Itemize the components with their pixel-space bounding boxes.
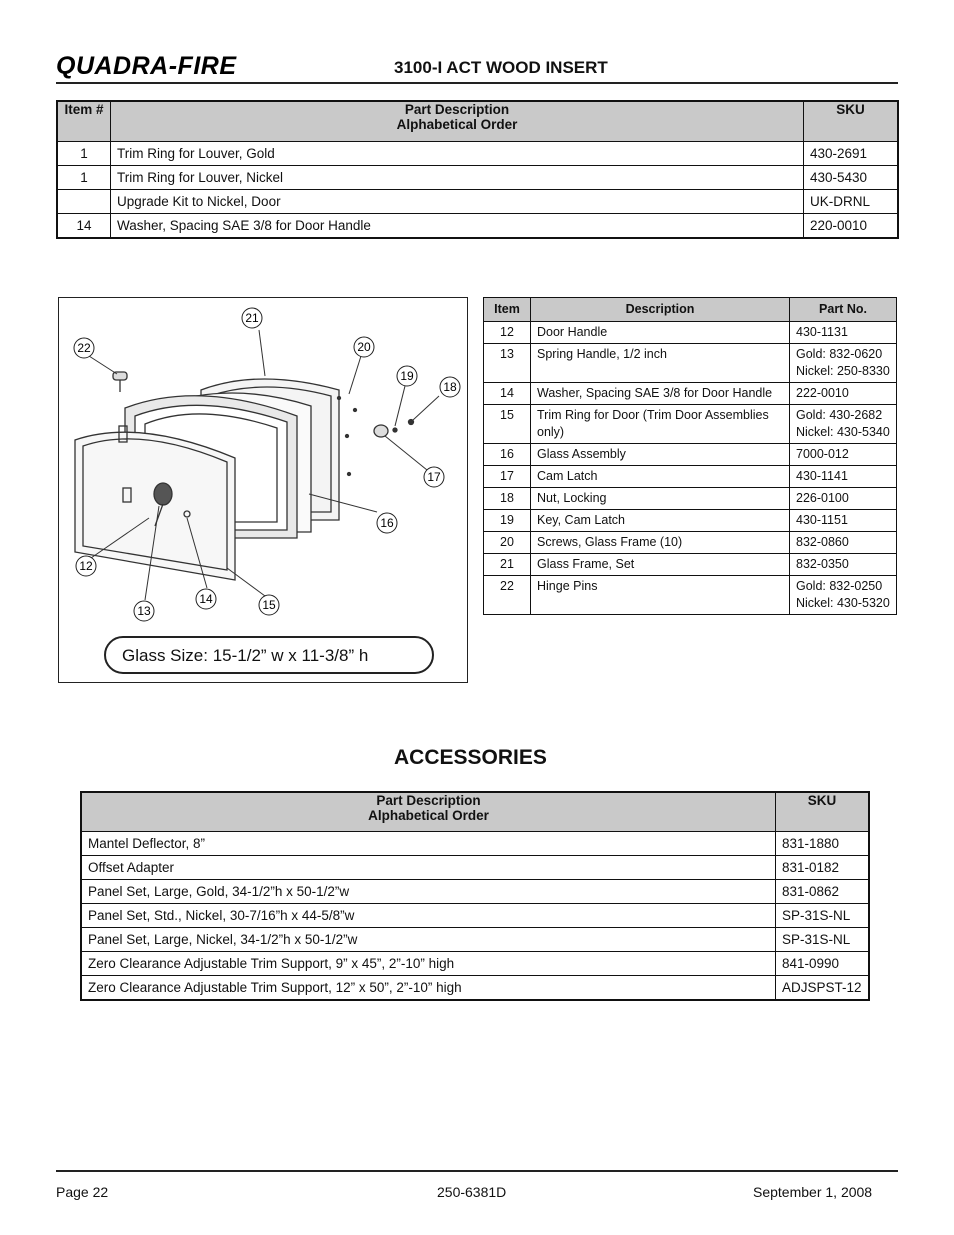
door-assembly-illustration: [59, 298, 466, 681]
parts-table-door: [483, 297, 897, 615]
row-item: 22: [484, 576, 531, 615]
row-description: Trim Ring for Louver, Nickel: [111, 166, 804, 190]
table-row: [484, 444, 897, 466]
header-sku: SKU: [776, 792, 870, 832]
row-item: 16: [484, 444, 531, 466]
row-item: 21: [484, 554, 531, 576]
table-row: [57, 190, 898, 214]
part-no-line: 832-0350: [796, 557, 849, 571]
header-divider: [56, 82, 898, 84]
row-sku: 841-0990: [776, 952, 870, 976]
row-description: Key, Cam Latch: [531, 510, 790, 532]
header-description: [81, 792, 776, 832]
header-description-line1: Part Description: [404, 102, 510, 117]
table-row: [484, 488, 897, 510]
callout-18-label: 18: [443, 380, 457, 394]
row-description: Offset Adapter: [81, 856, 776, 880]
row-item: 17: [484, 466, 531, 488]
row-description: Nut, Locking: [531, 488, 790, 510]
row-part-no: [790, 576, 897, 615]
row-sku: 220-0010: [804, 214, 899, 239]
glass-size-label: Glass Size: 15-1/2” w x 11-3/8” h: [104, 636, 434, 674]
exploded-door-diagram: [58, 297, 468, 683]
table-row: [484, 344, 897, 383]
callout-16-label: 16: [380, 516, 394, 530]
row-description: Cam Latch: [531, 466, 790, 488]
callout-17: [424, 467, 444, 487]
row-sku: SP-31S-NL: [776, 904, 870, 928]
table-row: [484, 576, 897, 615]
header-description-line2: Alphabetical Order: [396, 117, 518, 132]
table-row: [57, 166, 898, 190]
header-item-label: Item #: [64, 102, 104, 117]
table-row: [57, 142, 898, 166]
table-row: [81, 880, 869, 904]
table-row: [81, 952, 869, 976]
publication-date: September 1, 2008: [753, 1184, 873, 1200]
row-part-no: [790, 405, 897, 444]
row-description: Upgrade Kit to Nickel, Door: [111, 190, 804, 214]
header-description-line2: Alphabetical Order: [368, 808, 489, 823]
row-description: Door Handle: [531, 322, 790, 344]
table-row: [484, 466, 897, 488]
table-row: [81, 976, 869, 1001]
part-no-line: 7000-012: [796, 447, 849, 461]
row-item: 12: [484, 322, 531, 344]
row-description: Panel Set, Large, Gold, 34-1/2”h x 50-1/2”w: [81, 880, 776, 904]
callout-20-label: 20: [357, 340, 371, 354]
row-sku: SP-31S-NL: [776, 928, 870, 952]
row-sku: UK-DRNL: [804, 190, 899, 214]
callout-13: [134, 601, 154, 621]
table-row: [81, 856, 869, 880]
table-header-row: [81, 792, 869, 832]
header-part-no: Part No.: [790, 298, 897, 322]
part-no-line: 430-1141: [796, 469, 848, 483]
header-item: [57, 101, 111, 142]
row-sku: 430-2691: [804, 142, 899, 166]
callout-13-label: 13: [137, 604, 151, 618]
row-description: Hinge Pins: [531, 576, 790, 615]
part-no-line: Gold: 832-0250: [796, 579, 883, 593]
callout-21-label: 21: [245, 311, 259, 325]
row-part-no: [790, 466, 897, 488]
row-item: 13: [484, 344, 531, 383]
part-no-line: Nickel: 430-5340: [796, 425, 890, 439]
row-description: Panel Set, Large, Nickel, 34-1/2”h x 50-1/2”w: [81, 928, 776, 952]
row-description: Screws, Glass Frame (10): [531, 532, 790, 554]
table-row: [484, 322, 897, 344]
callout-15: [259, 595, 279, 615]
header-sku: SKU: [804, 101, 899, 142]
header-item: Item: [484, 298, 531, 322]
table-row: [81, 832, 869, 856]
part-no-line: 430-1151: [796, 513, 848, 527]
table-row: [81, 904, 869, 928]
row-description: Mantel Deflector, 8”: [81, 832, 776, 856]
header-description: [111, 101, 804, 142]
row-part-no: [790, 322, 897, 344]
callout-21: [242, 308, 262, 328]
table-header-row: [57, 101, 898, 142]
document-number: 250-6381D: [437, 1184, 507, 1200]
row-description: Panel Set, Std., Nickel, 30-7/16”h x 44-5/8”w: [81, 904, 776, 928]
row-item: [57, 190, 111, 214]
table-row: [484, 554, 897, 576]
row-sku: 831-1880: [776, 832, 870, 856]
callout-20: [354, 337, 374, 357]
row-sku: ADJSPST-12: [776, 976, 870, 1001]
table-header-row: [484, 298, 897, 322]
row-part-no: [790, 344, 897, 383]
footer-divider: [56, 1170, 898, 1172]
row-item: 15: [484, 405, 531, 444]
page-title: 3100-I ACT WOOD INSERT: [394, 58, 608, 77]
brand-logo: QUADRA-FIRE: [56, 52, 237, 80]
accessories-heading: ACCESSORIES: [394, 746, 547, 769]
part-no-line: 226-0100: [796, 491, 849, 505]
row-description: Trim Ring for Louver, Gold: [111, 142, 804, 166]
row-sku: 831-0182: [776, 856, 870, 880]
part-no-line: Nickel: 250-8330: [796, 364, 890, 378]
part-no-line: Gold: 832-0620: [796, 347, 883, 361]
row-part-no: [790, 444, 897, 466]
accessories-table: [80, 791, 870, 1001]
callout-14-label: 14: [199, 592, 213, 606]
header-description-line1: Part Description: [376, 793, 481, 808]
callout-14: [196, 589, 216, 609]
row-description: Zero Clearance Adjustable Trim Support, 9” x 45”, 2”-10” high: [81, 952, 776, 976]
row-part-no: [790, 510, 897, 532]
row-description: Washer, Spacing SAE 3/8 for Door Handle: [531, 383, 790, 405]
part-no-line: 430-1131: [796, 325, 848, 339]
row-description: Washer, Spacing SAE 3/8 for Door Handle: [111, 214, 804, 239]
callout-12: [76, 556, 96, 576]
row-part-no: [790, 554, 897, 576]
row-part-no: [790, 488, 897, 510]
row-item: 1: [57, 142, 111, 166]
callout-18: [440, 377, 460, 397]
callout-12-label: 12: [79, 559, 93, 573]
row-item: 1: [57, 166, 111, 190]
part-no-line: Gold: 430-2682: [796, 408, 883, 422]
callout-16: [377, 513, 397, 533]
row-sku: 430-5430: [804, 166, 899, 190]
part-no-line: 832-0860: [796, 535, 849, 549]
callout-22-label: 22: [77, 341, 91, 355]
row-description: Zero Clearance Adjustable Trim Support, 12” x 50”, 2”-10” high: [81, 976, 776, 1001]
part-no-line: Nickel: 430-5320: [796, 596, 890, 610]
table-row: [57, 214, 898, 239]
row-description: Glass Assembly: [531, 444, 790, 466]
row-description: Spring Handle, 1/2 inch: [531, 344, 790, 383]
row-sku: 831-0862: [776, 880, 870, 904]
row-description: Trim Ring for Door (Trim Door Assemblies only): [531, 405, 790, 444]
table-row: [81, 928, 869, 952]
callout-19: [397, 366, 417, 386]
part-no-line: 222-0010: [796, 386, 849, 400]
callout-22: [74, 338, 94, 358]
parts-table-top: [56, 100, 899, 239]
header-description: Description: [531, 298, 790, 322]
table-row: [484, 510, 897, 532]
callout-19-label: 19: [400, 369, 414, 383]
table-row: [484, 532, 897, 554]
table-row: [484, 405, 897, 444]
row-item: 14: [57, 214, 111, 239]
row-item: 14: [484, 383, 531, 405]
callout-17-label: 17: [427, 470, 441, 484]
row-part-no: [790, 532, 897, 554]
row-part-no: [790, 383, 897, 405]
row-item: 18: [484, 488, 531, 510]
row-description: Glass Frame, Set: [531, 554, 790, 576]
row-item: 19: [484, 510, 531, 532]
page-number: Page 22: [56, 1184, 109, 1200]
row-item: 20: [484, 532, 531, 554]
table-row: [484, 383, 897, 405]
callout-15-label: 15: [262, 598, 276, 612]
